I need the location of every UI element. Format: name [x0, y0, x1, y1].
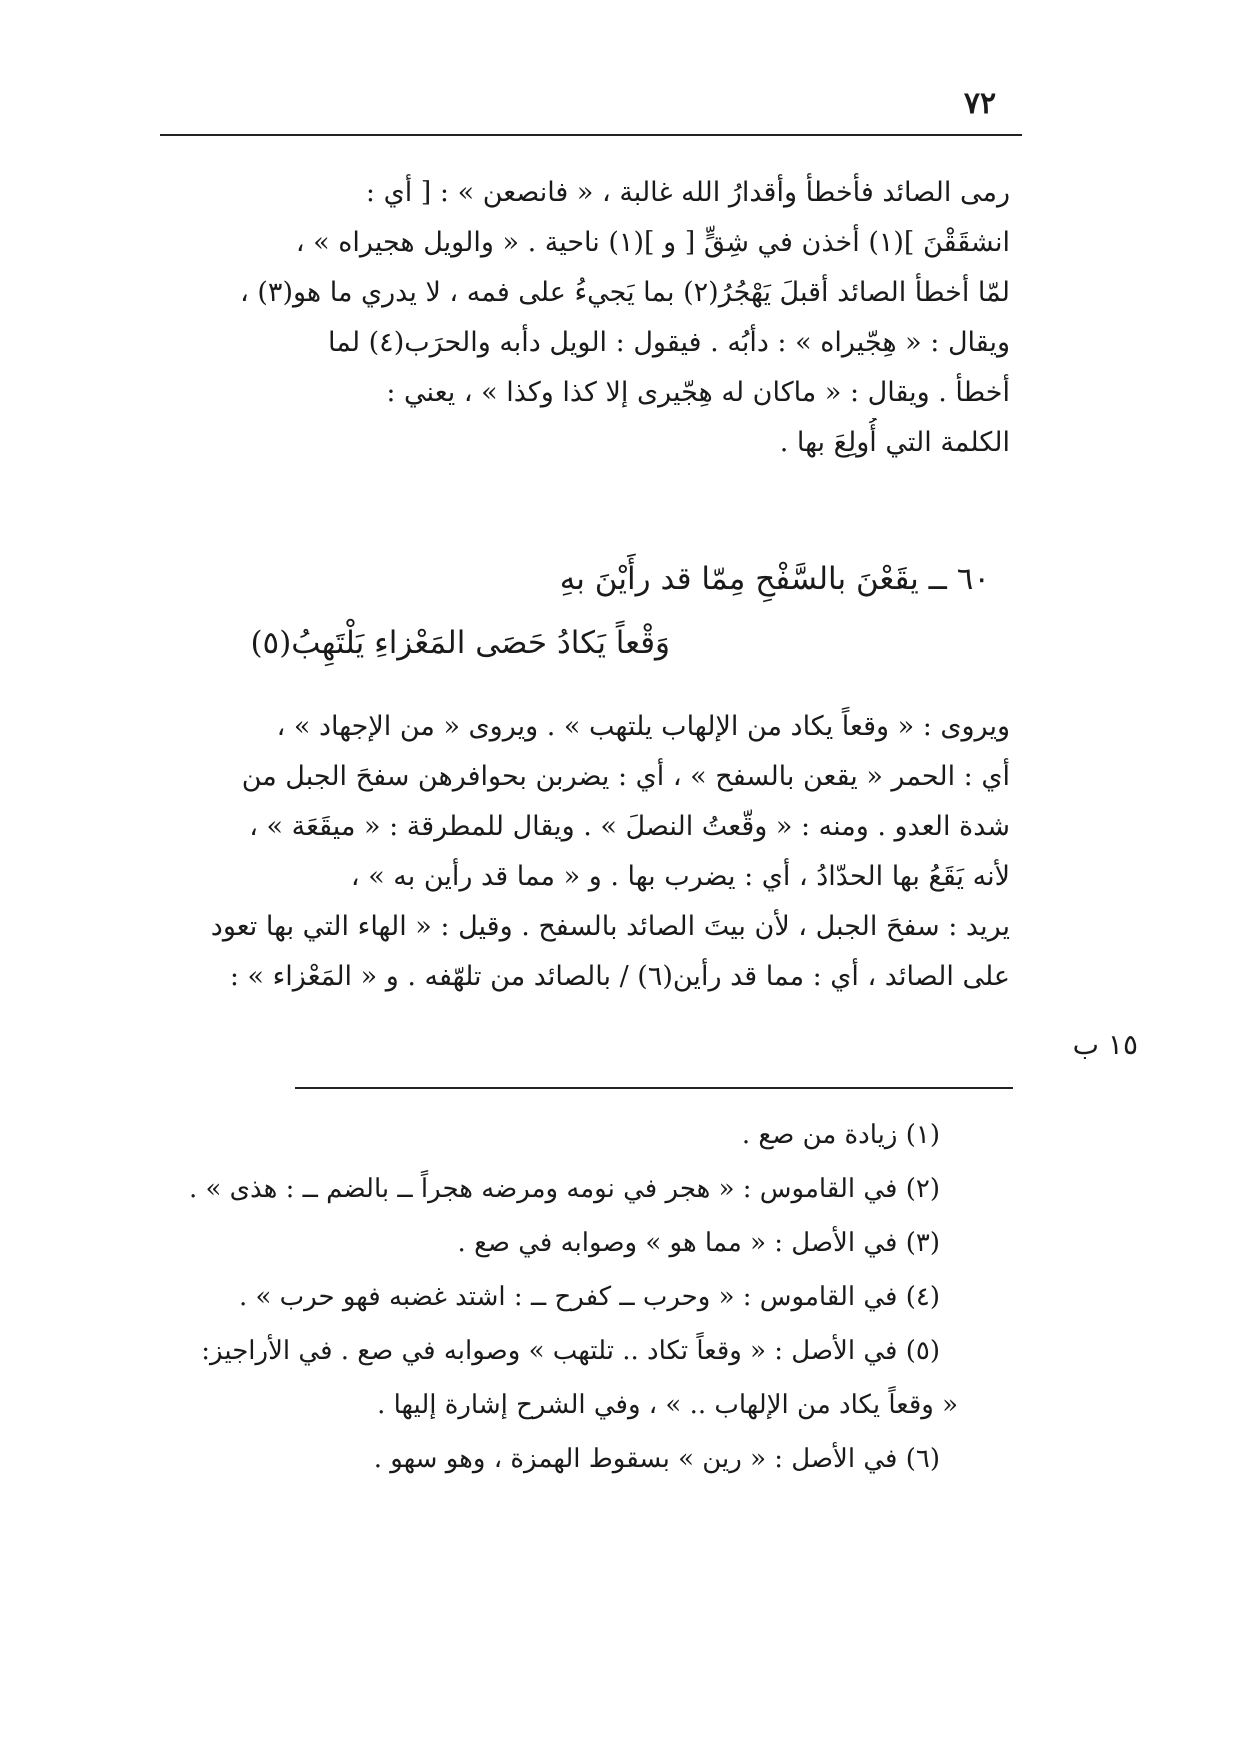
footnote: (٢) في القاموس : « هجر في نومه ومرضه هجراً ــ بالضم ــ : هذى » . [188, 1174, 940, 1204]
verse-second-hemistich: وَقْعاً يَكادُ حَصَى المَعْزاءِ يَلْتَهِبُ(٥) [250, 625, 670, 661]
body-line: انشقَقْنَ ](١) أخذن في شِقٍّ [ و ](١) ناحية . « والويل هجيراه » ، [295, 227, 1010, 258]
commentary-paragraph [160, 702, 1010, 1002]
body-line: أخطأ . ويقال : « ماكان له هِجّيرى إلا كذا وكذا » ، يعني : [386, 377, 1010, 408]
footnote: (٣) في الأصل : « مما هو » وصوابه في صع . [457, 1228, 940, 1258]
commentary-line: لأنه يَقَعُ بها الحدّادُ ، أي : يضرب بها . و « مما قد رأين به » ، [350, 861, 1010, 892]
body-paragraph [160, 168, 1010, 468]
footnote: (٥) في الأصل : « وقعاً تكاد .. تلتهب » وصوابه في صع . في الأراجيز: [201, 1336, 940, 1366]
footnote: (٦) في الأصل : « رين » بسقوط الهمزة ، وهو سهو . [373, 1444, 940, 1474]
footnote: (١) زيادة من صع . [741, 1120, 940, 1150]
body-line: لمّا أخطأ الصائد أقبلَ يَهْجُرُ(٢) بما يَجيءُ على فمه ، لا يدري ما هو(٣) ، [240, 277, 1010, 308]
body-line: الكلمة التي أُولِعَ بها . [779, 427, 1010, 458]
body-line: رمى الصائد فأخطأ وأقدارُ الله غالبة ، « فانصعن » : [ أي : [365, 177, 1010, 208]
margin-folio-note: ١٥ ب [1072, 1028, 1138, 1061]
commentary-line: شدة العدو . ومنه : « وقّعتُ النصلَ » . ويقال للمطرقة : « ميقَعَة » ، [249, 811, 1010, 842]
footnote-continuation: « وقعاً يكاد من الإلهاب .. » ، وفي الشرح إشارة إليها . [377, 1390, 958, 1420]
body-line: ويقال : « هِجّيراه » : دأبُه . فيقول : الويل دأبه والحرَب(٤) لما [327, 327, 1010, 358]
verse-first-hemistich: ٦٠ ــ يقَعْنَ بالسَّفْحِ مِمّا قد رأَيْنَ بهِ [559, 561, 990, 597]
commentary-line: ويروى : « وقعاً يكاد من الإلهاب يلتهب » . ويروى « من الإجهاد » ، [276, 711, 1010, 742]
commentary-line: على الصائد ، أي : مما قد رأين(٦) / بالصائد من تلهّفه . و « المَعْزاء » : [229, 961, 1010, 992]
page-number: ٧٢ [963, 86, 997, 121]
footnote-rule [295, 1087, 1013, 1089]
header-rule [160, 134, 1022, 136]
footnotes [150, 1108, 1010, 1486]
commentary-line: أي : الحمر « يقعن بالسفح » ، أي : يضربن بحوافرهن سفحَ الجبل من [241, 761, 1010, 792]
commentary-line: يريد : سفحَ الجبل ، لأن بيتَ الصائد بالسفح . وقيل : « الهاء التي بها تعود [210, 911, 1010, 942]
footnote: (٤) في القاموس : « وحرب ــ كفرح ــ : اشتد غضبه فهو حرب » . [238, 1282, 940, 1312]
